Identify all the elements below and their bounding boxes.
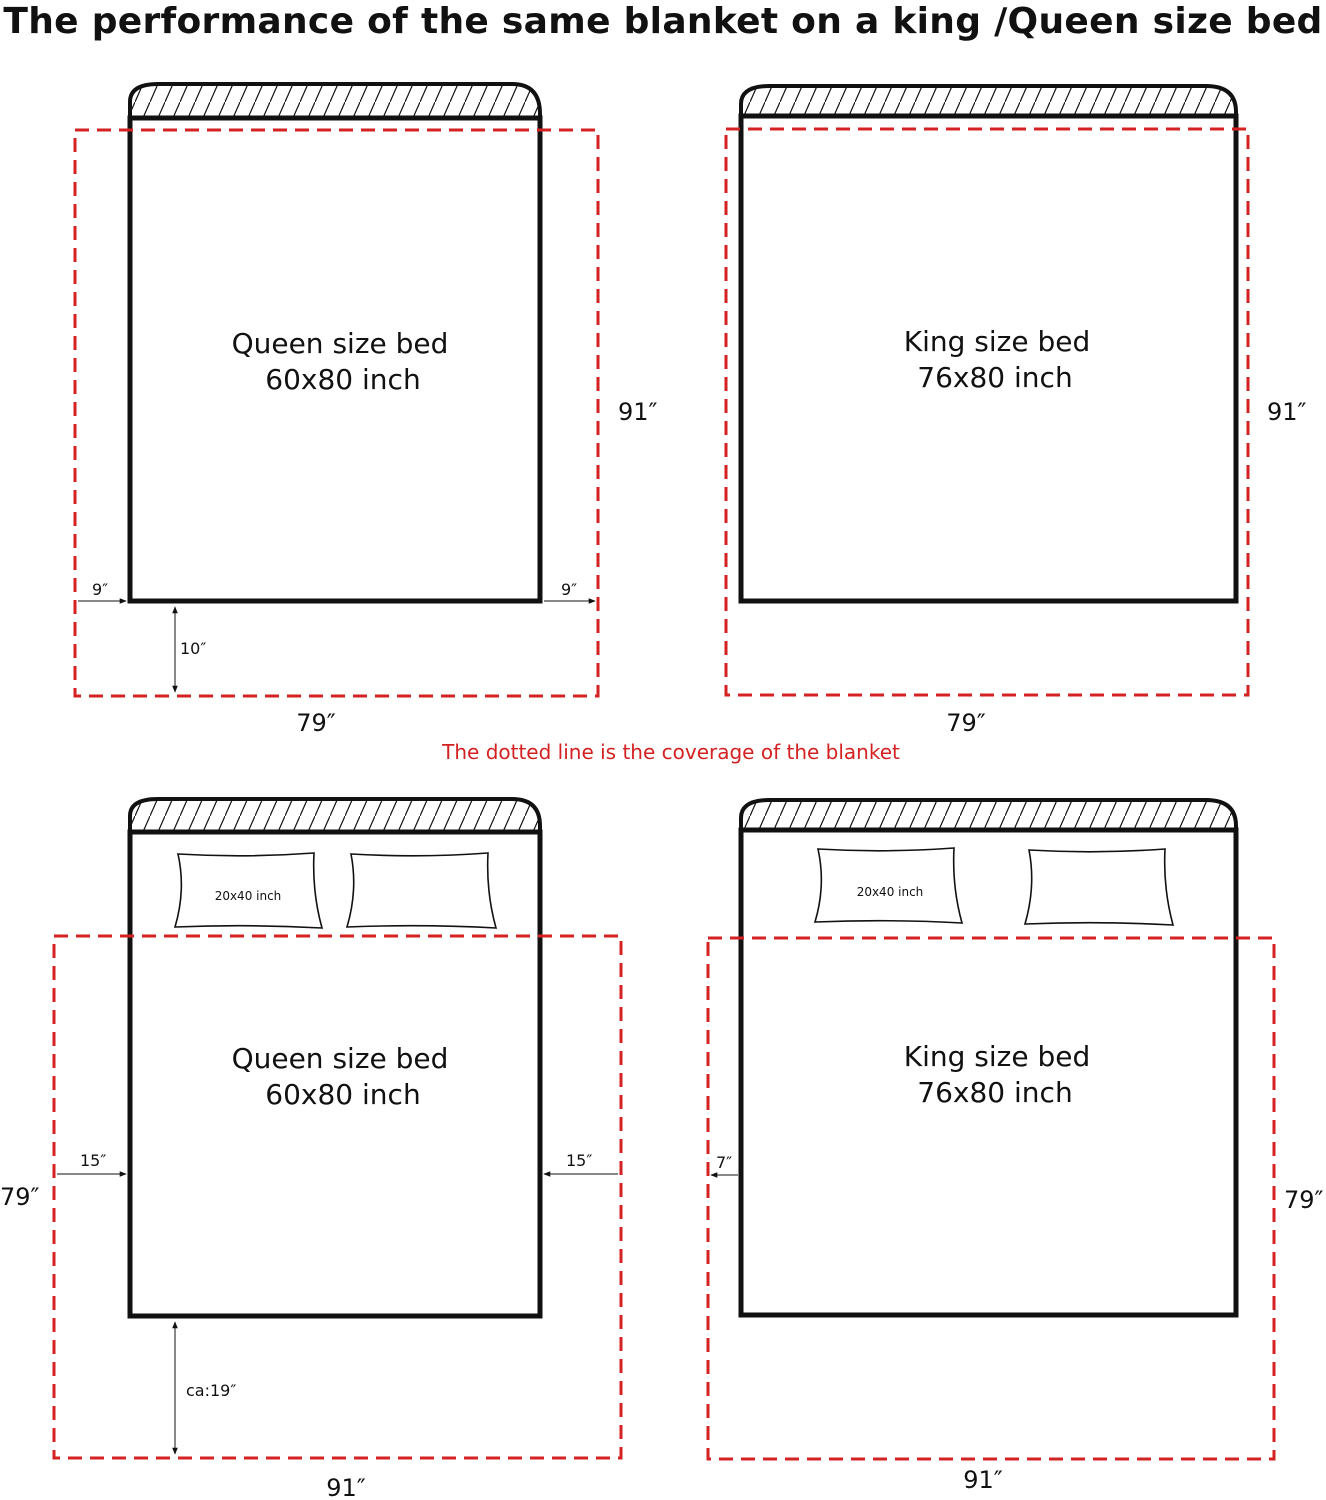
- right-overhang-label: 9″: [561, 580, 578, 599]
- bed-size-label: 76x80 inch: [917, 1076, 1073, 1109]
- left-overhang-label: 15″: [80, 1151, 107, 1170]
- foot-overhang-label: 10″: [180, 639, 207, 658]
- headboard: [741, 86, 1236, 116]
- left-overhang-label: 9″: [92, 580, 109, 599]
- headboard: [741, 800, 1236, 830]
- blanket-length-label: 79″: [0, 1183, 40, 1211]
- bed-size-label: 60x80 inch: [265, 1078, 421, 1111]
- blanket-length-label: 79″: [1284, 1186, 1324, 1214]
- left-overhang-label: 7″: [716, 1153, 733, 1172]
- blanket-width-label: 91″: [963, 1466, 1003, 1494]
- blanket-outline: [708, 938, 1274, 1459]
- blanket-width-label: 79″: [296, 709, 336, 737]
- panel-king-bottom: [708, 800, 1324, 1494]
- pillow-label: 20x40 inch: [214, 889, 282, 903]
- blanket-width-label: 79″: [946, 709, 986, 737]
- headboard: [130, 799, 540, 832]
- right-overhang-label: 15″: [566, 1151, 593, 1170]
- blanket-outline: [75, 130, 598, 696]
- page-title: The performance of the same blanket on a king /Queen size bed: [3, 1, 1323, 42]
- bed-size-label: 60x80 inch: [265, 363, 421, 396]
- bed-label: Queen size bed: [231, 327, 449, 360]
- blanket-outline: [726, 129, 1248, 695]
- bed-outline: [741, 116, 1236, 601]
- blanket-length-label: 91″: [1267, 398, 1307, 426]
- pillow-right: [1025, 849, 1173, 925]
- panel-queen-bottom: [0, 799, 621, 1500]
- panel-queen-top: [75, 84, 658, 737]
- bed-label: Queen size bed: [231, 1042, 449, 1075]
- bed-size-label: 76x80 inch: [917, 361, 1073, 394]
- blanket-length-label: 91″: [618, 398, 658, 426]
- pillow-right: [347, 853, 496, 928]
- blanket-outline: [54, 936, 621, 1458]
- bed-label: King size bed: [903, 1040, 1091, 1073]
- bed-label: King size bed: [903, 325, 1091, 358]
- headboard: [130, 84, 540, 118]
- blanket-width-label: 91″: [326, 1474, 366, 1500]
- panel-king-top: [726, 86, 1307, 737]
- pillow-label: 20x40 inch: [856, 885, 924, 899]
- foot-overhang-label: ca:19″: [186, 1381, 237, 1400]
- coverage-note: The dotted line is the coverage of the blanket: [442, 740, 900, 764]
